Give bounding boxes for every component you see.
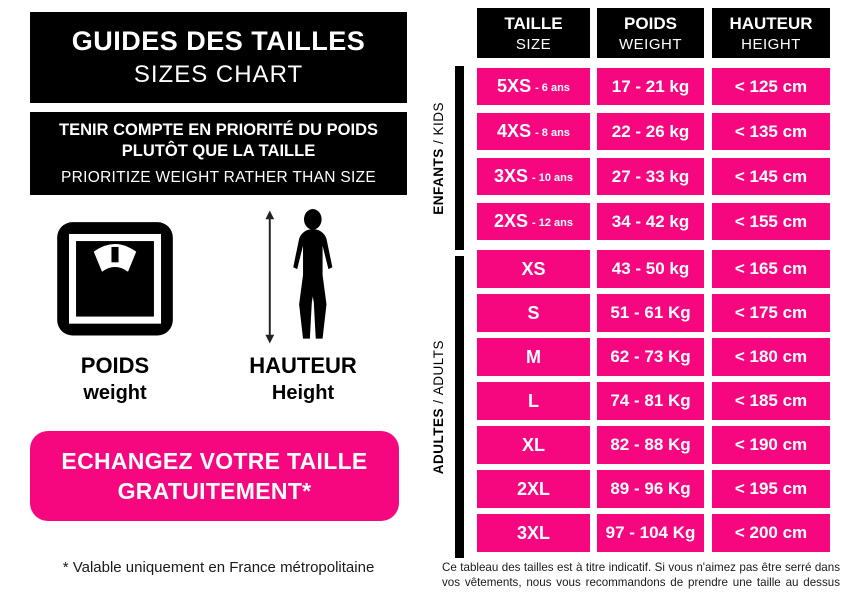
- weight-caption-en: weight: [83, 382, 147, 404]
- height-cell: < 165 cm: [712, 250, 830, 288]
- weight-caption: [45, 353, 185, 405]
- weight-cell: 97 - 104 Kg: [597, 514, 704, 552]
- weight-cell: 74 - 81 Kg: [597, 382, 704, 420]
- size-cell: 3XL: [477, 514, 590, 552]
- weight-caption-fr: POIDS: [80, 353, 150, 378]
- free-exchange-banner: [30, 431, 399, 521]
- height-cell: < 195 cm: [712, 470, 830, 508]
- height-cell: < 145 cm: [712, 158, 830, 195]
- notice-fr-line2: PLUTÔT QUE LA TAILLE: [121, 142, 316, 160]
- size-cell: 5XS - 6 ans: [477, 68, 590, 105]
- adults-label-en: ADULTS: [431, 339, 446, 396]
- height-cell: < 200 cm: [712, 514, 830, 552]
- weight-cell: 17 - 21 kg: [597, 68, 704, 105]
- notice-text-fr: [59, 120, 378, 162]
- kids-label-fr: ENFANTS: [431, 147, 446, 215]
- table-row: [477, 426, 830, 464]
- table-row: [477, 338, 830, 376]
- disclaimer-text: Ce tableau des tailles est à titre indicatif. Si vous n'aimez pas être serré dans vos vêtements, nous vous recommandons de prendre une taille au dessus: [442, 561, 840, 589]
- size-cell: XL: [477, 426, 590, 464]
- table-row: [477, 514, 830, 552]
- table-row: [477, 294, 830, 332]
- notice-box: [30, 112, 407, 195]
- height-caption-en: Height: [271, 382, 335, 404]
- table-row: [477, 68, 830, 105]
- size-cell: M: [477, 338, 590, 376]
- kids-rows: [477, 68, 830, 240]
- height-cell: < 125 cm: [712, 68, 830, 105]
- height-caption: [233, 353, 373, 405]
- kids-section-label: [424, 66, 453, 250]
- size-cell: XS: [477, 250, 590, 288]
- header-height-en: HEIGHT: [741, 35, 801, 53]
- header-size-en: SIZE: [515, 35, 552, 53]
- adults-rows: [477, 250, 830, 552]
- header-height-fr: HAUTEUR: [729, 13, 813, 33]
- table-row: [477, 382, 830, 420]
- table-row: [477, 113, 830, 150]
- notice-fr-line1: TENIR COMPTE EN PRIORITÉ DU POIDS: [58, 121, 379, 139]
- size-cell: 3XS - 10 ans: [477, 158, 590, 195]
- weight-cell: 34 - 42 kg: [597, 203, 704, 240]
- size-cell: 4XS - 8 ans: [477, 113, 590, 150]
- adults-section-bar: [455, 256, 464, 558]
- weight-scale-icon: [55, 218, 175, 342]
- notice-text-en: PRIORITIZE WEIGHT RATHER THAN SIZE: [60, 169, 377, 186]
- size-cell: S: [477, 294, 590, 332]
- adults-label-fr: ADULTES: [431, 407, 446, 475]
- header-weight: [597, 8, 704, 58]
- page-title: GUIDES DES TAILLES: [71, 26, 366, 56]
- weight-cell: 43 - 50 kg: [597, 250, 704, 288]
- height-cell: < 180 cm: [712, 338, 830, 376]
- table-row: [477, 250, 830, 288]
- weight-cell: 51 - 61 Kg: [597, 294, 704, 332]
- size-cell: L: [477, 382, 590, 420]
- adults-label-separator: /: [431, 395, 446, 408]
- banner-line1: ECHANGEZ VOTRE TAILLE: [61, 448, 368, 474]
- weight-cell: 89 - 96 Kg: [597, 470, 704, 508]
- weight-cell: 22 - 26 kg: [597, 113, 704, 150]
- header-size: [477, 8, 590, 58]
- header-size-fr: TAILLE: [504, 13, 563, 33]
- height-cell: < 135 cm: [712, 113, 830, 150]
- header-height: [712, 8, 830, 58]
- table-row: [477, 158, 830, 195]
- page-subtitle: SIZES CHART: [133, 61, 304, 88]
- size-cell: 2XL: [477, 470, 590, 508]
- height-cell: < 175 cm: [712, 294, 830, 332]
- height-cell: < 185 cm: [712, 382, 830, 420]
- weight-cell: 27 - 33 kg: [597, 158, 704, 195]
- weight-cell: 82 - 88 Kg: [597, 426, 704, 464]
- height-person-icon: [260, 207, 348, 347]
- height-caption-fr: HAUTEUR: [249, 353, 357, 378]
- adults-section-label: [424, 256, 453, 558]
- kids-label-en: KIDS: [431, 101, 446, 136]
- kids-section-bar: [455, 66, 464, 250]
- banner-line2: GRATUITEMENT*: [117, 478, 312, 504]
- kids-label-separator: /: [431, 135, 446, 148]
- table-row: [477, 203, 830, 240]
- weight-cell: 62 - 73 Kg: [597, 338, 704, 376]
- header-weight-en: WEIGHT: [619, 35, 682, 53]
- height-cell: < 155 cm: [712, 203, 830, 240]
- footnote: * Valable uniquement en France métropolitaine: [62, 559, 375, 576]
- height-cell: < 190 cm: [712, 426, 830, 464]
- title-box: [30, 12, 407, 103]
- header-weight-fr: POIDS: [624, 13, 677, 33]
- size-cell: 2XS - 12 ans: [477, 203, 590, 240]
- table-row: [477, 470, 830, 508]
